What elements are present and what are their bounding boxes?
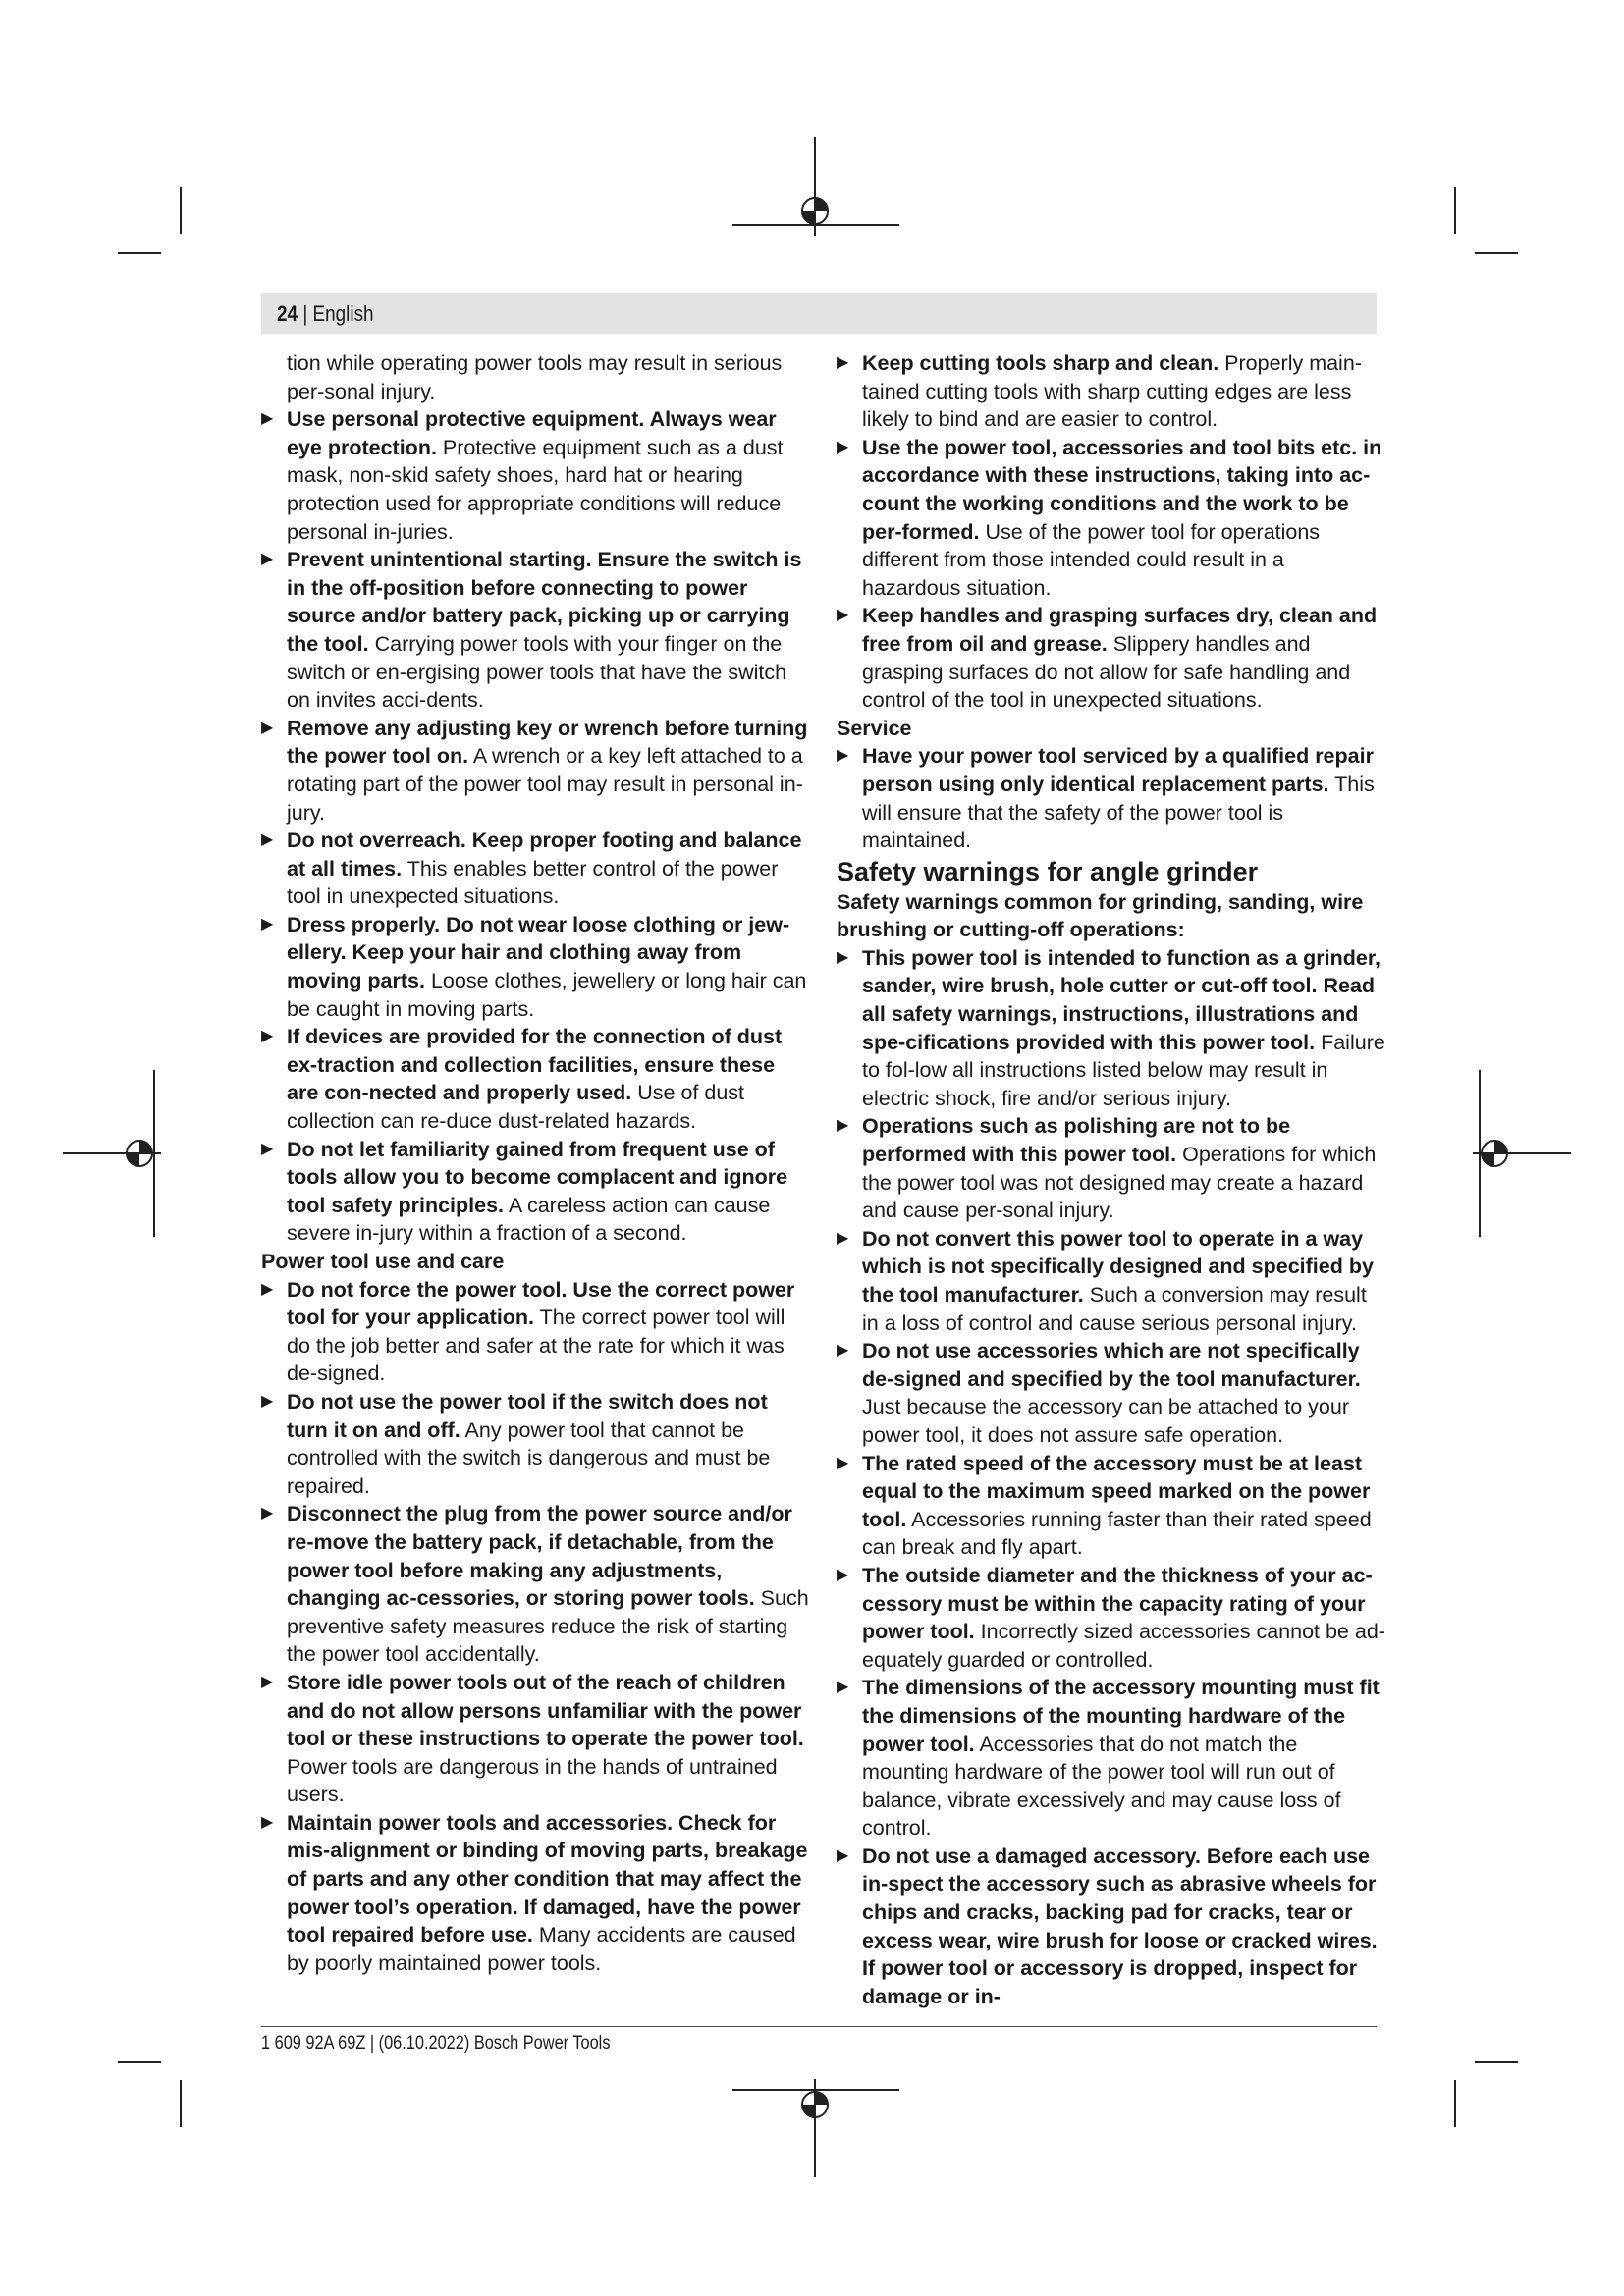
bullet-triangle-icon: ▶ — [837, 1566, 849, 1583]
bullet-triangle-icon: ▶ — [837, 1454, 849, 1471]
left-list-b — [261, 1276, 811, 1978]
right-column — [837, 349, 1386, 2010]
service-list — [837, 742, 1386, 854]
list-item-text: Any power tool that cannot be controlled with the switch is dangerous and must be repaired. — [287, 1417, 771, 1498]
bullet-triangle-icon: ▶ — [837, 948, 849, 966]
registration-mark-left-icon — [63, 1070, 161, 1237]
bullet-triangle-icon: ▶ — [261, 1140, 274, 1157]
list-item — [837, 1450, 1386, 1562]
list-item-text: Properly main-tained cutting tools with sharp cutting edges are less likely to bind and are easier to control. — [862, 351, 1362, 432]
list-item — [837, 742, 1386, 854]
bullet-triangle-icon: ▶ — [837, 1679, 849, 1696]
crop-mark-bottom-left-h — [118, 2061, 161, 2063]
list-item-bold: Do not use the power tool if the switch does not turn it on and off. — [287, 1389, 768, 1442]
right-list-a — [837, 349, 1386, 715]
list-item — [837, 349, 1386, 434]
list-item-bold: Do not use accessories which are not specifically de-signed and specified by the tool manufacturer. — [862, 1339, 1361, 1391]
list-item — [837, 1674, 1386, 1842]
list-item-text: Slippery handles and grasping surfaces do not allow for safe handling and control of the tool in unexpected situations. — [862, 631, 1351, 713]
list-item-bold: Do not let familiarity gained from frequent use of tools allow you to become complacent and ignore tool safety principles. — [287, 1137, 788, 1217]
bullet-triangle-icon: ▶ — [261, 915, 274, 933]
list-item-bold: Use personal protective equipment. Always wear eye protection. — [287, 407, 777, 459]
list-item — [261, 405, 811, 546]
crop-mark-bottom-right-v — [1454, 2080, 1456, 2127]
list-item-bold: Maintain power tools and accessories. Check for mis-alignment or binding of moving parts, breakage of parts and any other condition that may affect the power tool’s operation. If damaged, have the power tool repaired before use. — [287, 1810, 808, 1948]
list-item — [261, 1136, 811, 1248]
list-item — [837, 1562, 1386, 1674]
list-item — [837, 1842, 1386, 2011]
bullet-triangle-icon: ▶ — [261, 1505, 274, 1522]
bullet-triangle-icon: ▶ — [261, 1028, 274, 1045]
list-item-bold: Do not force the power tool. Use the correct power tool for your application. — [287, 1277, 795, 1330]
bullet-triangle-icon: ▶ — [261, 831, 274, 849]
page-number: 24 — [277, 301, 298, 326]
list-item — [261, 1276, 811, 1388]
list-item-text: Use of dust collection can re-duce dust-related hazards. — [287, 1081, 744, 1134]
list-item-bold: Keep cutting tools sharp and clean. — [862, 351, 1219, 375]
header-separator: | — [298, 301, 313, 326]
bullet-triangle-icon: ▶ — [837, 747, 849, 765]
crop-mark-top-left-v — [180, 187, 182, 234]
list-item — [261, 911, 811, 1023]
list-item — [837, 944, 1386, 1113]
list-item — [261, 546, 811, 715]
page-header — [277, 300, 374, 328]
list-item-text: Accessories running faster than their rated speed can break and fly apart. — [862, 1507, 1372, 1560]
bullet-triangle-icon: ▶ — [837, 1846, 849, 1864]
list-item — [837, 1337, 1386, 1449]
list-item-bold: The outside diameter and the thickness of your ac-cessory must be within the capacity rating of your power tool. — [862, 1563, 1373, 1644]
bullet-triangle-icon: ▶ — [261, 1280, 274, 1298]
list-item-text: Carrying power tools with your finger on the switch or en-ergising power tools that have the switch on invites acci-dents. — [287, 631, 787, 713]
list-item-text: This enables better control of the power tool in unexpected situations. — [287, 856, 779, 909]
list-item-text: Power tools are dangerous in the hands of untrained users. — [287, 1754, 778, 1807]
list-item-bold: This power tool is intended to function as a grinder, sander, wire brush, hole cutter or cut-off tool. Read all safety warnings, instructions, illustrations and spe-cifications provided with this power tool. — [862, 945, 1380, 1054]
subheading-common-warnings: Safety warnings common for grinding, sanding, wire brushing or cutting-off operations: — [837, 889, 1364, 942]
list-item — [261, 1809, 811, 1978]
list-item-bold: Keep handles and grasping surfaces dry, clean and free from oil and grease. — [862, 604, 1378, 656]
list-item-bold: Use the power tool, accessories and tool bits etc. in accordance with these instructions, taking into ac-count the working conditions and the work to be per-formed. — [862, 435, 1382, 544]
bullet-triangle-icon: ▶ — [837, 1229, 849, 1247]
crop-mark-top-right-h — [1475, 252, 1518, 254]
list-item-bold: Do not overreach. Keep proper footing and balance at all times. — [287, 828, 802, 881]
registration-mark-bottom-icon — [732, 2079, 899, 2177]
list-item-bold: If devices are provided for the connection of dust ex-traction and collection facilities, ensure these are con-nected and properly used. — [287, 1025, 783, 1105]
list-item — [837, 602, 1386, 714]
list-item-text: Just because the accessory can be attached to your power tool, it does not assure safe operation. — [862, 1395, 1349, 1447]
list-item-bold: Do not convert this power tool to operate in a way which is not specifically designed and specified by the tool manufacturer. — [862, 1226, 1374, 1307]
left-column — [261, 349, 811, 1977]
list-item — [261, 827, 811, 911]
list-item-text: Many accidents are caused by poorly maintained power tools. — [287, 1923, 796, 1975]
list-item-text: Failure to fol-low all instructions listed below may result in electric shock, fire and/or serious injury. — [862, 1030, 1385, 1110]
bullet-triangle-icon: ▶ — [837, 607, 849, 624]
section-title-service: Service — [837, 716, 912, 740]
crop-mark-top-right-v — [1454, 187, 1456, 234]
list-item-bold: Remove any adjusting key or wrench before turning the power tool on. — [287, 716, 808, 769]
heading-angle-grinder: Safety warnings for angle grinder — [837, 856, 1259, 886]
list-item-text: The correct power tool will do the job better and safer at the rate for which it was de-signed. — [287, 1306, 785, 1386]
crop-mark-bottom-right-h — [1475, 2061, 1518, 2063]
bullet-triangle-icon: ▶ — [261, 1813, 274, 1831]
list-item-text: A careless action can cause severe in-jury within a fraction of a second. — [287, 1193, 771, 1246]
list-item-bold: Do not use a damaged accessory. Before each use in-spect the accessory such as abrasive wheels for chips and cracks, backing pad for cracks, tear or excess wear, wire brush for loose or cracked wires. If power tool or accessory is dropped, inspect for damage or in- — [862, 1843, 1378, 2008]
list-item-text: Accessories that do not match the mounting hardware of the power tool will run out of balance, vibrate excessively and may cause loss of control. — [862, 1732, 1341, 1841]
list-item-text: Such a conversion may result in a loss of control and cause serious personal injury. — [862, 1283, 1367, 1335]
list-item-bold: Store idle power tools out of the reach of children and do not allow persons unfamiliar with the power tool or these instructions to operate the power tool. — [287, 1670, 804, 1751]
page-header-bar — [261, 293, 1377, 334]
list-item-bold: Prevent unintentional starting. Ensure the switch is in the off-position before connecting to power source and/or battery pack, picking up or carrying the tool. — [287, 548, 802, 656]
bullet-triangle-icon: ▶ — [261, 551, 274, 568]
bullet-triangle-icon: ▶ — [261, 719, 274, 736]
list-item — [261, 1388, 811, 1500]
list-item — [837, 1225, 1386, 1337]
left-list-a — [261, 405, 811, 1248]
footer-rule — [261, 2026, 1377, 2027]
list-item-text: This will ensure that the safety of the power tool is maintained. — [862, 772, 1375, 853]
section-title-power-tool-use: Power tool use and care — [261, 1250, 505, 1273]
list-item — [261, 715, 811, 827]
right-list-b — [837, 944, 1386, 2011]
bullet-triangle-icon: ▶ — [261, 410, 274, 428]
bullet-triangle-icon: ▶ — [837, 438, 849, 455]
list-item-bold: The rated speed of the accessory must be at least equal to the maximum speed marked on the power tool. — [862, 1451, 1371, 1531]
list-item — [261, 1023, 811, 1135]
bullet-triangle-icon: ▶ — [837, 1342, 849, 1360]
list-item-bold: The dimensions of the accessory mounting must fit the dimensions of the mounting hardware of the power tool. — [862, 1676, 1380, 1756]
list-item — [837, 434, 1386, 603]
bullet-triangle-icon: ▶ — [837, 1117, 849, 1135]
list-item-text: Loose clothes, jewellery or long hair can be caught in moving parts. — [287, 969, 807, 1021]
list-item-bold: Disconnect the plug from the power source and/or re-move the battery pack, if detachable, from the power tool before making any adjustments, changing ac-cessories, or storing power tools. — [287, 1502, 792, 1611]
list-item — [261, 1669, 811, 1809]
continuation-text: tion while operating power tools may result in serious per-sonal injury. — [287, 351, 783, 403]
crop-mark-bottom-left-v — [180, 2080, 182, 2127]
list-item-text: Incorrectly sized accessories cannot be ad-equately guarded or controlled. — [862, 1620, 1385, 1672]
list-item — [837, 1112, 1386, 1224]
header-language: English — [312, 301, 374, 326]
list-item-bold: Have your power tool serviced by a qualified repair person using only identical replacement parts. — [862, 744, 1374, 796]
registration-mark-top-icon — [732, 137, 899, 236]
list-item-text: Protective equipment such as a dust mask, non-skid safety shoes, hard hat or hearing protection used for appropriate conditions will reduce personal in-juries. — [287, 435, 784, 544]
list-item-bold: Operations such as polishing are not to be performed with this power tool. — [862, 1114, 1291, 1167]
list-item-text: Such preventive safety measures reduce the risk of starting the power tool accidentally. — [287, 1586, 809, 1667]
list-item-text: Use of the power tool for operations different from those intended could result in a hazardous situation. — [862, 519, 1321, 600]
page-footer: 1 609 92A 69Z | (06.10.2022) Bosch Power Tools — [261, 2033, 611, 2054]
bullet-triangle-icon: ▶ — [261, 1673, 274, 1690]
list-item-text: Operations for which the power tool was not designed may create a hazard and cause per-sonal injury. — [862, 1143, 1377, 1223]
list-item — [261, 1500, 811, 1669]
bullet-triangle-icon: ▶ — [837, 354, 849, 371]
registration-mark-right-icon — [1473, 1070, 1571, 1237]
bullet-triangle-icon: ▶ — [261, 1392, 274, 1410]
list-item-bold: Dress properly. Do not wear loose clothing or jew-ellery. Keep your hair and clothing away from moving parts. — [287, 912, 790, 993]
crop-mark-top-left-h — [118, 252, 161, 254]
list-item-text: A wrench or a key left attached to a rotating part of the power tool may result in personal in-jury. — [287, 744, 803, 825]
